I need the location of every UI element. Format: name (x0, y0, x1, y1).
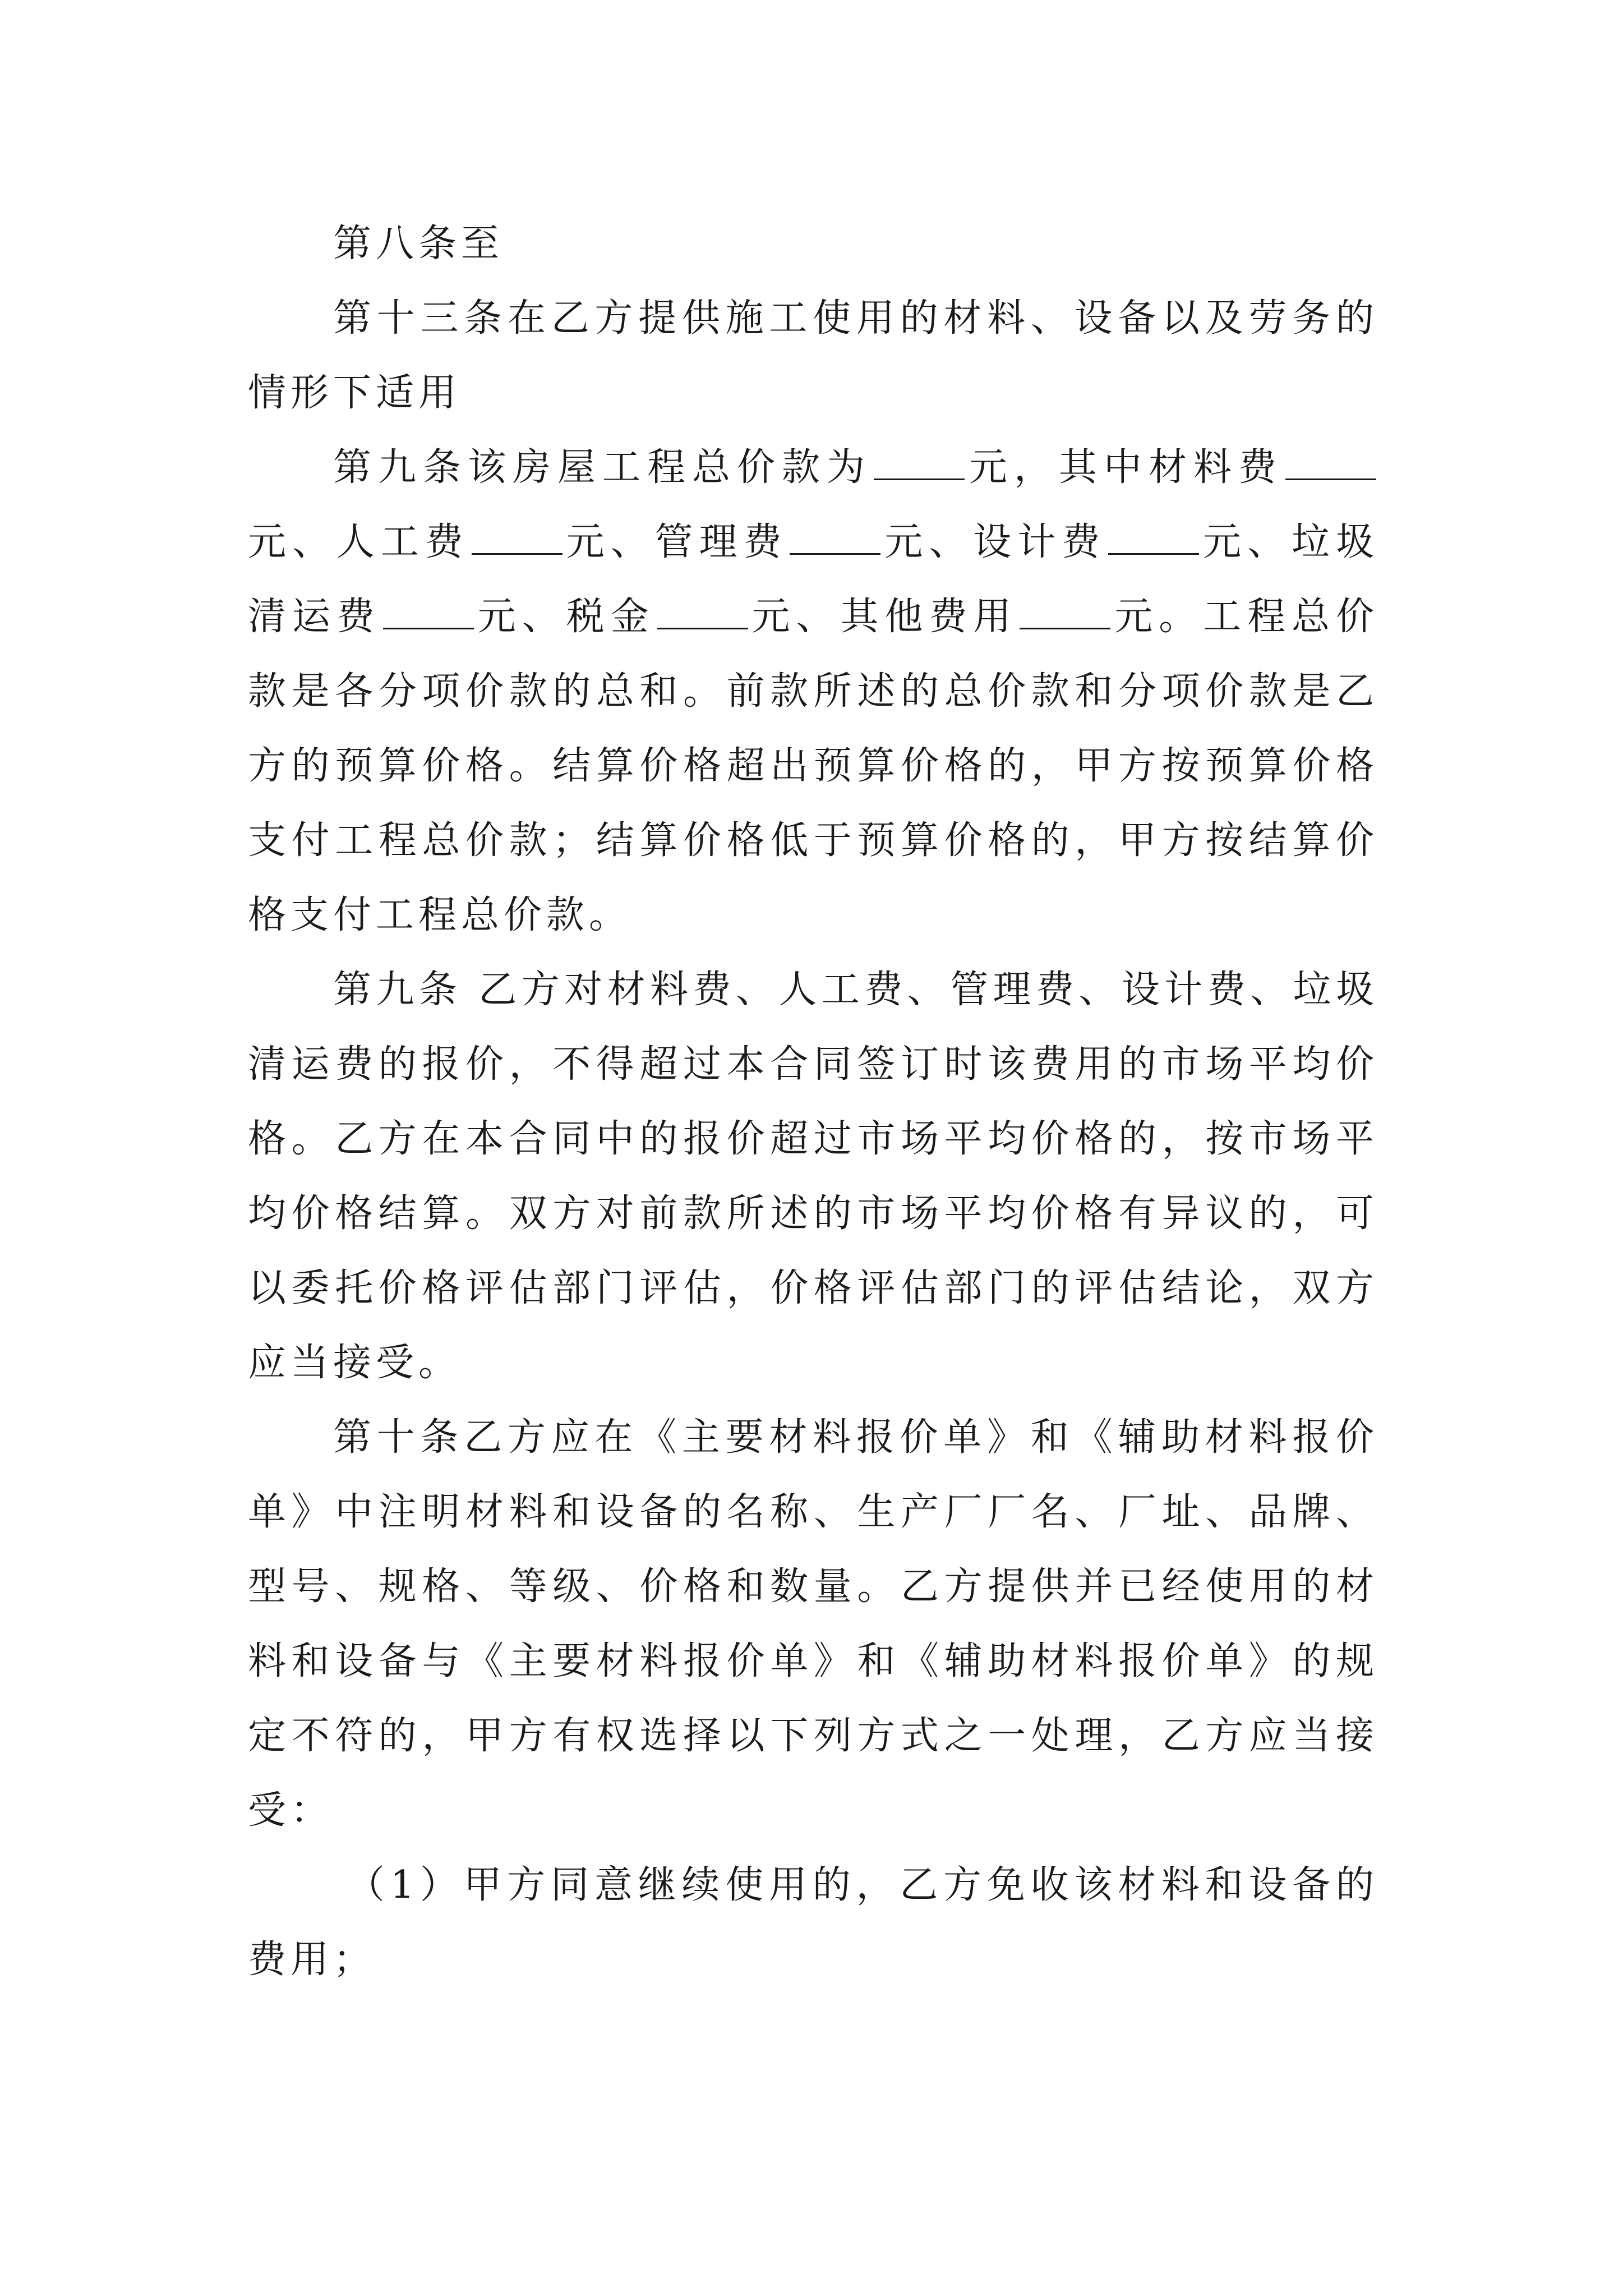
text-segment: 元、人工费 (248, 520, 469, 564)
text-segment: 元、其他费用 (750, 595, 1018, 639)
paragraph-article-9-quotation: 第九条 乙方对材料费、人工费、管理费、设计费、垃圾清运费的报价，不得超过本合同签订时该费用的市场平均价格。乙方在本合同中的报价超过市场平均价格的，按市场平均价格结算。双方对前款所述的市场平均价格有异议的，可以委托价格评估部门评估，价格评估部门的评估结论，双方应当接受。 (248, 968, 1378, 1385)
waste-removal-fee-blank (383, 594, 474, 629)
text-segment: 元、税金 (476, 595, 655, 639)
text-segment: 元。工程总价款是各分项价款的总和。前款所述的总价款和分项价款是乙方的预算价格。结算价格超出预算价格的，甲方按预算价格支付工程总价款；结算价格低于预算价格的，甲方按结算价格支付工程总价款。 (248, 595, 1378, 937)
management-fee-blank (790, 519, 880, 555)
other-fees-blank (1020, 594, 1110, 629)
paragraph-item-1: （1）甲方同意继续使用的，乙方免收该材料和设备的费用； (248, 1863, 1378, 1982)
paragraph-article-10-materials: 第十条乙方应在《主要材料报价单》和《辅助材料报价单》中注明材料和设备的名称、生产厂厂名、厂址、品牌、型号、规格、等级、价格和数量。乙方提供并已经使用的材料和设备与《主要材料报价单》和《辅助材料报价单》的规定不符的，甲方有权选择以下列方式之一处理，乙方应当接受： (248, 1415, 1378, 1833)
design-fee-blank (1108, 519, 1199, 555)
text-segment: 元，其中材料费 (966, 445, 1283, 490)
total-price-blank (874, 445, 965, 480)
material-fee-blank (1285, 445, 1376, 480)
text-segment: 元、管理费 (564, 520, 788, 564)
paragraph-article-9-price (248, 430, 1378, 953)
labor-fee-blank (472, 519, 562, 555)
text-segment: 元、垃圾清运费 (248, 520, 1378, 639)
paragraph-article-8-13-heading: 第八条至 (333, 222, 504, 266)
tax-blank (657, 594, 748, 629)
text-segment: 元、设计费 (883, 520, 1106, 564)
paragraph-article-13-scope: 第十三条在乙方提供施工使用的材料、设备以及劳务的情形下适用 (248, 296, 1378, 415)
document-body (248, 206, 1378, 1997)
text-segment: 第九条该房屋工程总价款为 (333, 445, 872, 490)
